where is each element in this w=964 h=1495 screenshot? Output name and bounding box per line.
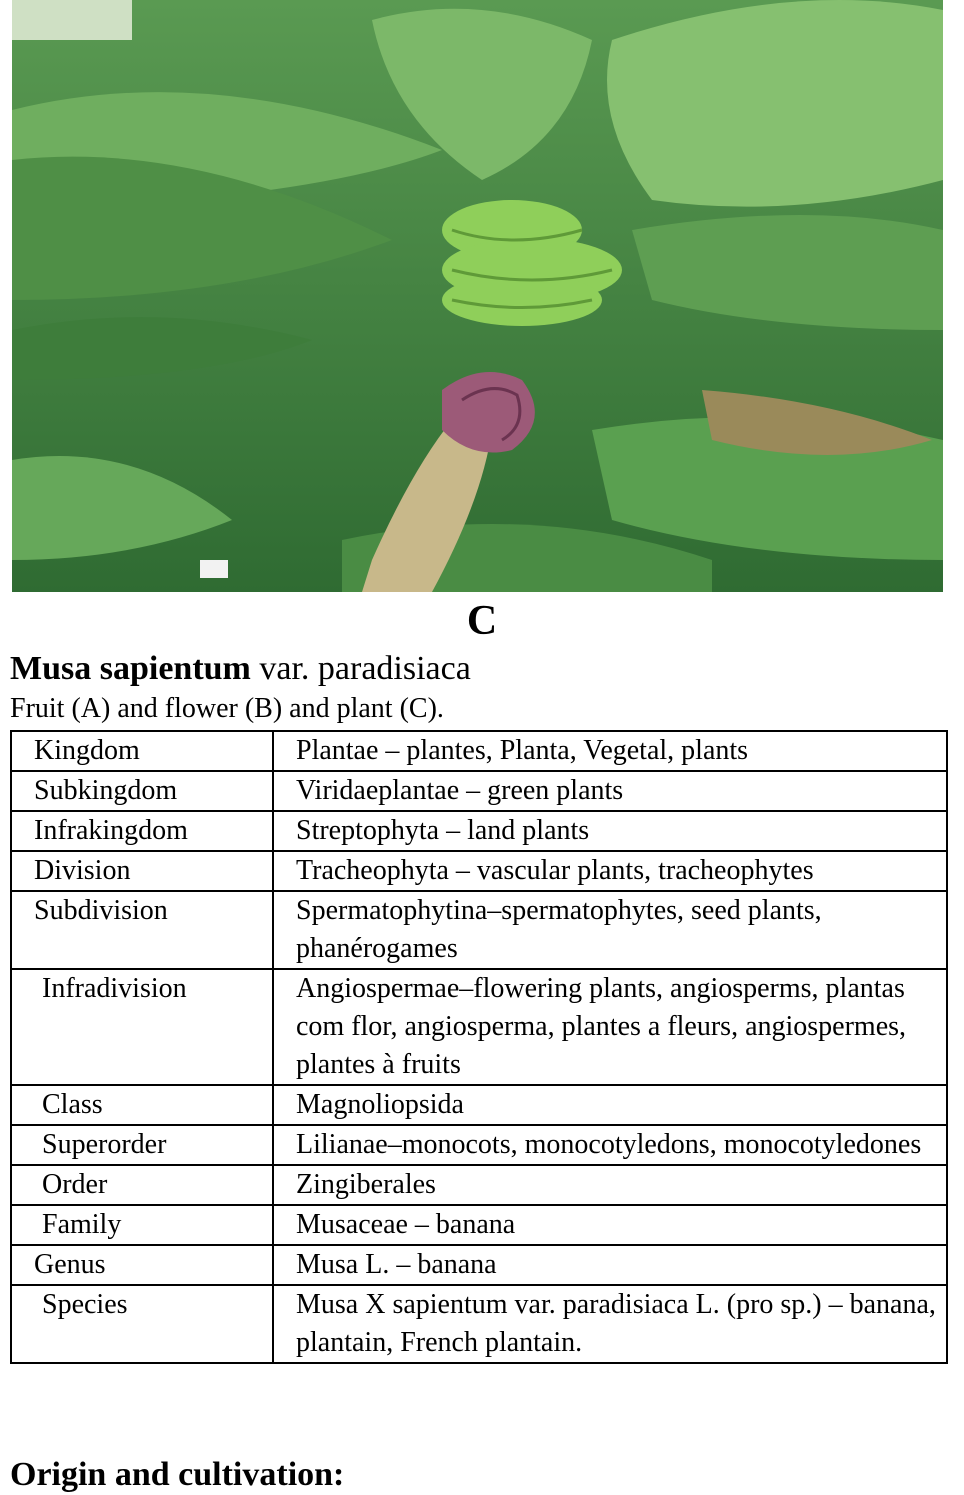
taxonomy-value: Musa X sapientum var. paradisiaca L. (pro sp.) – banana, plantain, French plantain. — [296, 1289, 936, 1358]
taxonomy-rank-cell — [11, 851, 273, 891]
taxonomy-rank: Order — [42, 1169, 108, 1200]
taxonomy-value: Zingiberales — [296, 1169, 436, 1200]
taxonomy-rank: Infradivision — [42, 973, 187, 1004]
taxonomy-rank-cell — [11, 1205, 273, 1245]
taxonomy-value: Musaceae – banana — [296, 1209, 516, 1240]
taxonomy-row — [11, 731, 947, 771]
species-variety: var. paradisiaca — [250, 650, 471, 687]
taxonomy-value-cell — [273, 1165, 947, 1205]
taxonomy-value-cell — [273, 1125, 947, 1165]
taxonomy-rank: Class — [42, 1089, 103, 1120]
taxonomy-rank: Infrakingdom — [34, 815, 188, 846]
taxonomy-value: Musa L. – banana — [296, 1249, 497, 1280]
taxonomy-row — [11, 969, 947, 1085]
taxonomy-row — [11, 771, 947, 811]
taxonomy-row — [11, 1245, 947, 1285]
taxonomy-rank-cell — [11, 1245, 273, 1285]
species-name-bold: Musa sapientum — [10, 650, 251, 687]
taxonomy-rank-cell — [11, 891, 273, 969]
taxonomy-rank-cell — [11, 1165, 273, 1205]
taxonomy-row — [11, 811, 947, 851]
taxonomy-value-cell — [273, 891, 947, 969]
taxonomy-row — [11, 891, 947, 969]
taxonomy-value-cell — [273, 1285, 947, 1363]
taxonomy-value-cell — [273, 969, 947, 1085]
taxonomy-value: Plantae – plantes, Planta, Vegetal, plants — [296, 735, 749, 766]
taxonomy-value: Angiospermae–flowering plants, angiosperms, plantas com flor, angiosperma, plantes a fleurs, angiospermes, plantes à fruits — [296, 973, 907, 1080]
taxonomy-value-cell — [273, 1205, 947, 1245]
taxonomy-value-cell — [273, 851, 947, 891]
taxonomy-row — [11, 1165, 947, 1205]
section-heading: Origin and cultivation: — [10, 1456, 345, 1493]
taxonomy-rank-cell — [11, 1085, 273, 1125]
taxonomy-row — [11, 1125, 947, 1165]
taxonomy-rank: Division — [34, 855, 131, 886]
species-title — [10, 649, 471, 689]
taxonomy-rank-cell — [11, 1285, 273, 1363]
taxonomy-value: Spermatophytina–spermatophytes, seed plants, phanérogames — [296, 895, 822, 964]
taxonomy-rank-cell — [11, 771, 273, 811]
taxonomy-value-cell — [273, 731, 947, 771]
taxonomy-value-cell — [273, 771, 947, 811]
taxonomy-rank: Superorder — [42, 1129, 167, 1160]
taxonomy-rank: Subdivision — [34, 895, 168, 926]
taxonomy-rank: Family — [42, 1209, 122, 1240]
taxonomy-rank-cell — [11, 731, 273, 771]
taxonomy-value-cell — [273, 811, 947, 851]
taxonomy-value: Lilianae–monocots, monocotyledons, monocotyledones — [296, 1129, 922, 1160]
taxonomy-rank-cell — [11, 969, 273, 1085]
taxonomy-value: Streptophyta – land plants — [296, 815, 590, 846]
taxonomy-row — [11, 1085, 947, 1125]
taxonomy-rank: Species — [42, 1289, 128, 1320]
taxonomy-value-cell — [273, 1085, 947, 1125]
taxonomy-rank-cell — [11, 1125, 273, 1165]
banana-plant-photo — [12, 0, 943, 592]
taxonomy-value-cell — [273, 1245, 947, 1285]
taxonomy-row — [11, 1205, 947, 1245]
taxonomy-rank-cell — [11, 811, 273, 851]
taxonomy-rank: Kingdom — [34, 735, 140, 766]
taxonomy-table — [10, 730, 948, 1364]
figure-caption: Fruit (A) and flower (B) and plant (C). — [10, 693, 444, 724]
taxonomy-value: Magnoliopsida — [296, 1089, 464, 1120]
taxonomy-rank: Genus — [34, 1249, 106, 1280]
taxonomy-value: Viridaeplantae – green plants — [296, 775, 624, 806]
taxonomy-row — [11, 1285, 947, 1363]
figure-label: C — [466, 598, 498, 644]
taxonomy-row — [11, 851, 947, 891]
taxonomy-rank: Subkingdom — [34, 775, 178, 806]
taxonomy-value: Tracheophyta – vascular plants, tracheophytes — [296, 855, 814, 886]
